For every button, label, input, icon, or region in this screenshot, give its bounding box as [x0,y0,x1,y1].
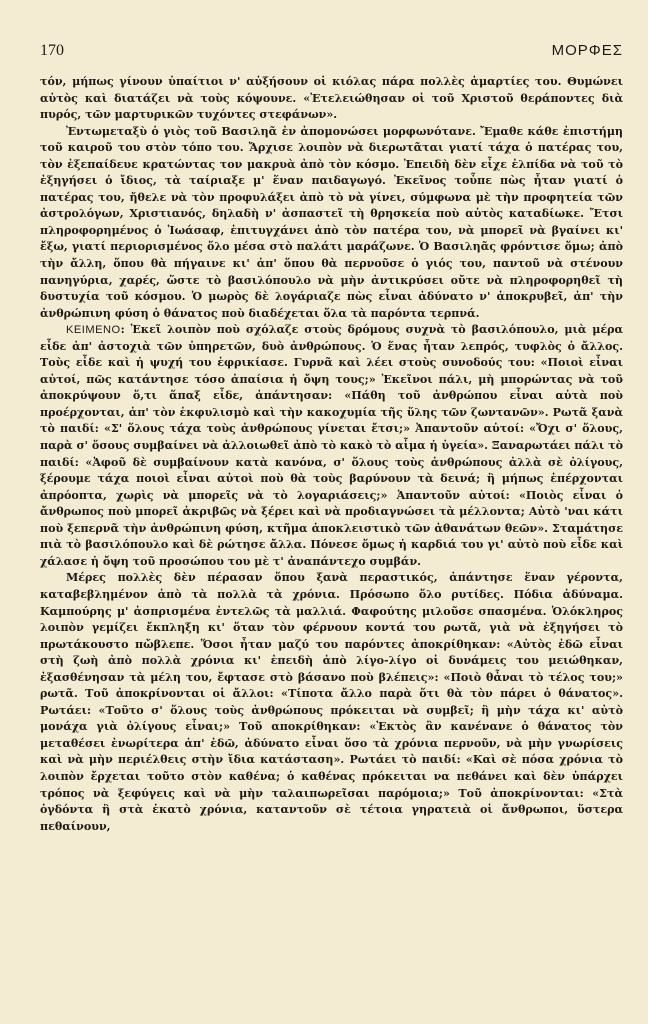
paragraph-text: Ἐντωμεταξὺ ὁ γιὸς τοῦ Βασιληᾶ ἐν ἀπομονώσει μορφωνότανε. Ἔμαθε κάθε ἐπιστήμη τοῦ καιροῦ του στὸν τόπο του. Ἄρχισε λοιπὸν νὰ διερωτᾶται γιατί τάχα ὁ πατέρας του, τὸν ἐξεπαίδευε κρατώντας τον μακρυὰ ἀπὸ τὸν κόσμο. Ἐπειδὴ δὲν εἶχε ἐλπίδα νὰ τοῦ τὸ ἐξηγήσει ὁ ἴδιος, τὰ ταίριαξε μ' ἕναν παιδαγωγό. Ἐκεῖνος τοὖπε πὼς ἦταν γιατί ὁ πατέρας του, ἤθελε νὰ τὸν προφυλάξει ἀπὸ τὸ νὰ γίνει, σύμφωνα μὲ τὴν προφητεία τῶν ἀστρολόγων, Χριστιανός, δηλαδὴ ν' ἀσπαστεῖ τὴ θρησκεία ποὺ αὐτὸς καταδίωκε. Ἔτσι πληροφορημένος ὁ Ἰωάσαφ, ἐπιτυγχάνει ἀπὸ τὸν πατέρα του, νὰ μπορεῖ νὰ βγαίνει κι' ἔξω, γιατί περιορισμένος ὅλο μέσα στὸ παλάτι μαράζωνε. Ὁ Βασιληᾶς φρόντισε ὅμω; ἀπὸ τὴν ἄλλη, ὅπου θὰ πήγαινε κι' ἀπ' ὅπου θὰ περνοῦσε ὁ γιός του, παντοῦ νὰ στένουν πανηγύρια, χαρές, ὥστε τὸ βασιλόπουλο νὰ μὴν ἀντικρύσει οὔτε νὰ πληροφορηθεῖ τὴ δυστυχία τοῦ κόσμου. Ὁ μωρὸς δὲ λογάριαζε πὼς εἶναι ἀδύνατο ν' ἀποκρυβεῖ, ἀπ' τὴν ἀνθρώπινη φύση ὁ θάνατος ποὺ διαδέχεται ὅλα τὰ παρόντα τερπνά. [40,124,623,320]
paragraph [40,124,623,323]
paragraph [40,74,623,124]
paragraph-text: τόν, μήπως γίνουν ὑπαίτιοι ν' αὐξήσουν οἱ κιόλας πάρα πολλὲς ἁμαρτίες του. Θυμώνει αὐτὸς καὶ διατάζει νὰ τοὺς κόψουνε. «Ἐτελειώθησαν οἱ τοῦ Χριστοῦ θεράποντες διὰ πυρός, τῶν μαρτυρικῶν τυχόντες στεφάνων». [40,75,623,122]
paragraph [40,570,623,835]
section-keyword: ΚΕΙΜΕΝΟ [66,324,121,337]
paragraph [40,322,623,570]
body-text [40,74,623,835]
page-header [40,42,623,64]
paragraph-text: : Ἐκεῖ λοιπὸν ποὺ σχόλαζε στοὺς δρόμους συχνὰ τὸ βασιλόπουλο, μιὰ μέρα εἶδε ἀπ' ἀστοχιὰ τῶν ὑπηρετῶν, δυὸ ἀνθρώπους. Ὁ ἕνας ἦταν λεπρός, τυφλὸς ὁ ἄλλος. Τοὺς εἶδε καὶ ἡ ψυχή του ἐφρικίασε. Γυρνᾶ καὶ λέει στοὺς συνοδούς του: «Ποιοὶ εἶναι αὐτοί, πῶς κατάντησε τόσο ἀπαίσια ἡ ὄψη τους;» Ἐκεῖνοι πάλι, μὴ μπορώντας νὰ τοῦ ἀποκρύψουν ὅ,τι ἅπαξ εἶδε, ἀπάντησαν: «Πάθη τοῦ ἀνθρώπου εἶναι αὐτὰ ποὺ προέρχονται, ἀπ' τὸν ἐκφυλισμὸ καὶ τὴν κακοχυμία τῆς ὕλης τῶν ζωντανῶν». Ρωτᾶ ξανὰ τὸ παιδί: «Σ' ὅλους τάχα τοὺς ἀνθρώπους γίνεται ἔτσι;» Ἀπαντοῦν αὐτοί: «Ὄχι σ' ὅλους, παρὰ σ' ὅσους συμβαίνει νὰ ἀλλοιωθεῖ ἀπὸ τὸ κακὸ τὸ αἷμα ἡ ὑγεία». Ξαναρωτάει πάλι τὸ παιδί: «Ἀφοῦ δὲ συμβαίνουν κατὰ κανόνα, σ' ὅλους τοὺς ἀνθρώπους ἀλλὰ σὲ ὀλίγους, ξέρουμε τάχα ποιοὶ εἶναι αὐτοὶ ποὺ θὰ τοὺς βαρύνουν τὰ δεινά; ἢ μήπως ἐπέρχονται ἀπρόοπτα, χωρὶς νὰ μπορεῖς νὰ τὸ λογαριάσεις;» Ἀπαντοῦν αὐτοί: «Ποιὸς εἶναι ὁ ἄνθρωπος ποὺ μπορεῖ ἀκριβῶς νὰ ξέρει καὶ νὰ προδιαγνώσει τὰ μέλλοντα; Αὐτὸ 'ναι κάτι ποὺ ξεπερνᾶ τὴν ἀνθρώπινη φύση, κτῆμα ἀποκλειστικὸ τῶν ἀθανάτων θεῶν». Σταμάτησε πιὰ τὸ βασιλόπουλο καὶ δὲ ρώτησε ἄλλα. Πόνεσε ὅμως ἡ καρδιά του γι' αὐτὸ ποὺ εἶδε καὶ χάλασε ἡ ὄψη τοῦ προσώπου του μὲ τ' ἀναπάντεχο συμβάν. [40,323,623,568]
page-number: 170 [40,42,64,59]
running-title: ΜΟΡΦΕΣ [551,42,623,59]
paragraph-text: Μέρες πολλὲς δὲν πέρασαν ὅπου ξανὰ περαστικός, ἀπάντησε ἕναν γέροντα, καταβεβλημένον ἀπὸ τὰ πολλὰ τὰ χρόνια. Πρόσωπο ὅλο ρυτίδες. Πόδια ἀδύναμα. Καμπούρης μ' ἀσπρισμένα ἐντελῶς τὰ μαλλιά. Φαφούτης μιλοῦσε σπασμένα. Ὁλόκληρος λοιπὸν γεμίζει ἔκπληξη κι' ὅταν τὸν φέρνουν κοντά του ρωτᾶ, γιὰ νὰ ἐξηγήσει τὸ πρωτάκουστο πὤβλεπε. Ὅσοι ἦταν μαζύ του παρόντες ἀποκρίθηκαν: «Αὐτὸς ἐδῶ εἶναι στὴ ζωὴ ἀπὸ πολλὰ χρόνια κι' ἐπειδὴ ἀπὸ λίγο-λίγο οἱ δυνάμεις του μειώθηκαν, ἐξασθένησαν τὰ μέλη του, ἔφτασε στὸ βάσανο ποὺ βλέπεις»: «Ποιὸ θἆναι τὸ τέλος του;» ρωτᾶ. Τοῦ ἀποκρίνονται οἱ ἄλλοι: «Τίποτα ἄλλο παρὰ ὅτι θὰ τὸν πάρει ὁ θάνατος». Ρωτάει: «Τοῦτο σ' ὅλους τοὺς ἀνθρώπους πρόκειται νὰ συμβεῖ; ἢ μὴν τάχα κι' αὐτὸ μονάχα γιὰ ὀλίγους εἶναι;» Τοῦ αποκρίθηκαν: «Ἐκτὸς ἂν κανένανε ὁ θάνατος τὸν μεταθέσει ἐνωρίτερα ἀπ' ἐδῶ, ἀδύνατο εἶναι ὅσο τὰ χρόνια περνοῦν, νὰ μὴν γνωρίσεις καὶ νὰ μὴν περιέλθεις στὴν ἴδια κατάσταση». Ρωτάει τὸ παιδί: «Καὶ σὲ πόσα χρόνια τὸ λοιπὸν ἔρχεται τοῦτο στὸν καθένα; ὁ καθένας πρόκειται να πεθάνει καὶ δὲν ὑπάρχει τρόπος νὰ ξεφύγεις καὶ νὰ μὴν ταλαιπωρεῖσαι παρόμοια;» Τοῦ ἀποκρίνονται: «Στὰ ὀγδόντα ἢ στὰ ἑκατὸ χρόνια, καταντοῦν σὲ τέτοια γηρατειὰ οἱ ἄνθρωποι, ὕστερα πεθαίνουν, [40,571,623,833]
